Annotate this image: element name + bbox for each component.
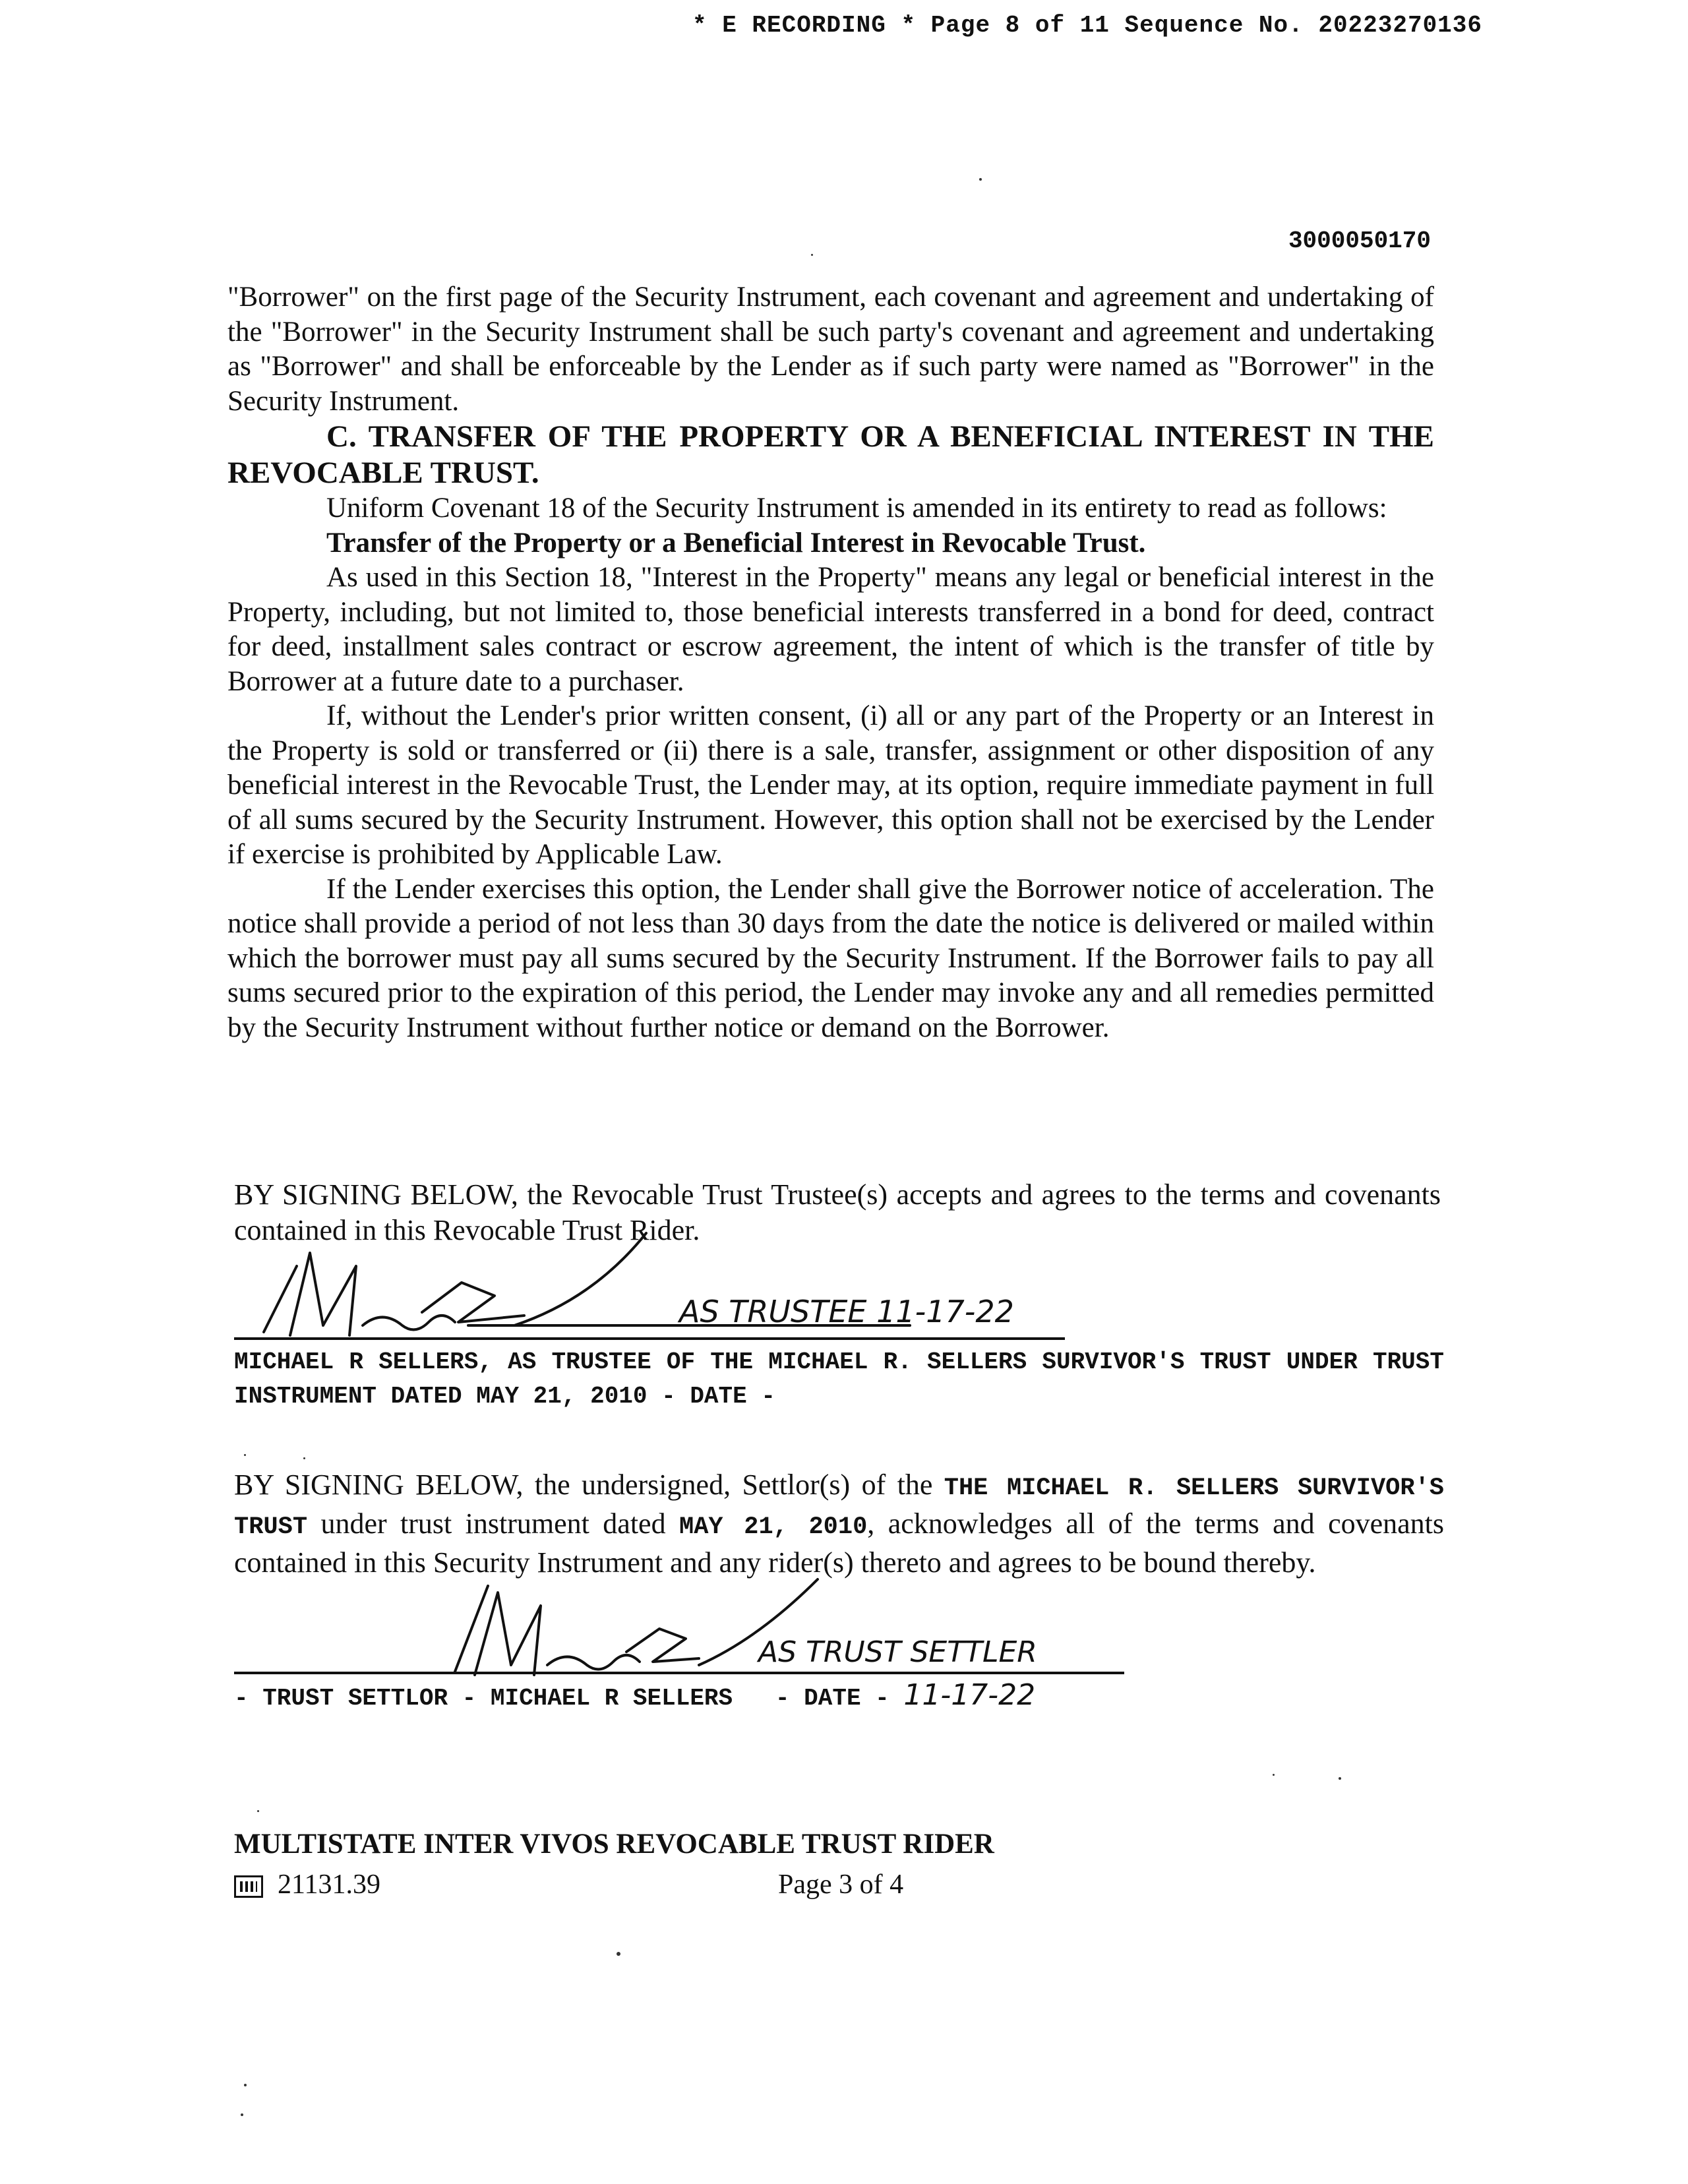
scan-speck xyxy=(241,2113,243,2116)
settlor-trust-date: MAY 21, 2010 xyxy=(679,1513,868,1541)
scan-speck xyxy=(1273,1774,1275,1776)
page-number: Page 3 of 4 xyxy=(778,1869,904,1900)
settlor-handwritten-note: AS TRUST SETTLER xyxy=(758,1635,1037,1669)
scan-speck xyxy=(979,178,982,181)
paragraph-uniform-covenant: Uniform Covenant 18 of the Security Instrument is amended in its entirety to read as follows: xyxy=(326,493,1387,524)
trustee-handwritten-note: AS TRUSTEE 11-17-22 xyxy=(679,1294,1014,1329)
trustee-statement: BY SIGNING BELOW, the Revocable Trust Trustee(s) accepts and agrees to the terms and covenants contained in this Revocable Trust Rider. xyxy=(234,1178,1441,1246)
settlor-caption-text: - TRUST SETTLOR - MICHAEL R SELLERS - DATE - xyxy=(234,1685,889,1712)
loan-number: 3000050170 xyxy=(1288,228,1431,255)
scan-speck xyxy=(244,2084,247,2086)
settlor-acknowledgement xyxy=(234,1467,1444,1581)
paragraph-interest-definition: As used in this Section 18, "Interest in the Property" means any legal or beneficial interest in the Property, including, but not limited to, those beneficial interests transferred in a bond for deed, contract for deed, installment sales contract or escrow agreement, the intent of which is the transfer of title by Borrower at a future date to a purchaser. xyxy=(227,562,1434,697)
subheading-transfer: Transfer of the Property or a Beneficial Interest in Revocable Trust. xyxy=(326,527,1146,559)
paragraph-borrower-definition: "Borrower" on the first page of the Security Instrument, each covenant and agreement and undertaking of the "Borrower" in the Security Instrument shall be such party's covenant and agreement and undertaking as "Borrower" and shall be enforceable by the Lender as if such party were named as "Borrower" in the Security Instrument. xyxy=(227,282,1434,417)
settlor-statement xyxy=(234,1467,1444,1581)
settlor-handwritten-date: 11-17-22 xyxy=(903,1678,1036,1712)
paragraph-acceleration: If the Lender exercises this option, the Lender shall give the Borrower notice of acceleration. The notice shall provide a period of not less than 30 days from the date the notice is delivered or mailed within which the borrower must pay all sums secured by the Security Instrument. If the Borrower fails to pay all sums secured prior to the expiration of this period, the Lender may invoke any and all remedies permitted by the Security Instrument without further notice or demand on the Borrower. xyxy=(227,873,1434,1043)
settlor-caption xyxy=(234,1678,1035,1712)
paragraph-consent: If, without the Lender's prior written consent, (i) all or any part of the Property or an Interest in the Property is sold or transferred or (ii) there is a sale, transfer, assignment or other disposition of any beneficial interest in the Revocable Trust, the Lender may, at its option, require immediate payment in full of all sums secured by the Security Instrument. However, this option shall not be exercised by the Lender if exercise is prohibited by Applicable Law. xyxy=(227,700,1434,870)
settlor-statement-mid: under trust instrument dated xyxy=(320,1507,666,1540)
scan-speck xyxy=(244,1454,246,1456)
trustee-signature xyxy=(251,1227,1095,1349)
form-logo-icon xyxy=(234,1875,263,1898)
settlor-statement-pre: BY SIGNING BELOW, the undersigned, Settlor(s) of the xyxy=(234,1469,933,1501)
settlor-trust-name: THE MICHAEL R. SELLERS SURVIVOR'S TRUST xyxy=(234,1474,1444,1541)
scan-speck xyxy=(257,1810,259,1812)
settlor-signature xyxy=(435,1573,1193,1685)
scan-speck xyxy=(617,1952,620,1956)
trustee-caption: MICHAEL R SELLERS, AS TRUSTEE OF THE MICHAEL R. SELLERS SURVIVOR'S TRUST UNDER TRUST INSTRUMENT DATED MAY 21, 2010 - DATE - xyxy=(234,1349,1444,1410)
form-number: 21131.39 xyxy=(278,1869,380,1900)
section-c-heading: C. TRANSFER OF THE PROPERTY OR A BENEFICIAL INTEREST IN THE REVOCABLE TRUST. xyxy=(227,419,1434,490)
recording-header: * E RECORDING * Page 8 of 11 Sequence No. 20223270136 xyxy=(692,12,1482,39)
settlor-statement-post: , acknowledges all of the terms and covenants contained in this Security Instrument and any rider(s) thereto and agrees to be bound thereby. xyxy=(234,1507,1445,1579)
rider-body xyxy=(227,280,1434,1045)
scan-speck xyxy=(1339,1777,1341,1780)
scan-speck xyxy=(811,254,813,256)
scan-speck xyxy=(303,1457,305,1459)
form-title: MULTISTATE INTER VIVOS REVOCABLE TRUST RIDER xyxy=(234,1829,994,1860)
